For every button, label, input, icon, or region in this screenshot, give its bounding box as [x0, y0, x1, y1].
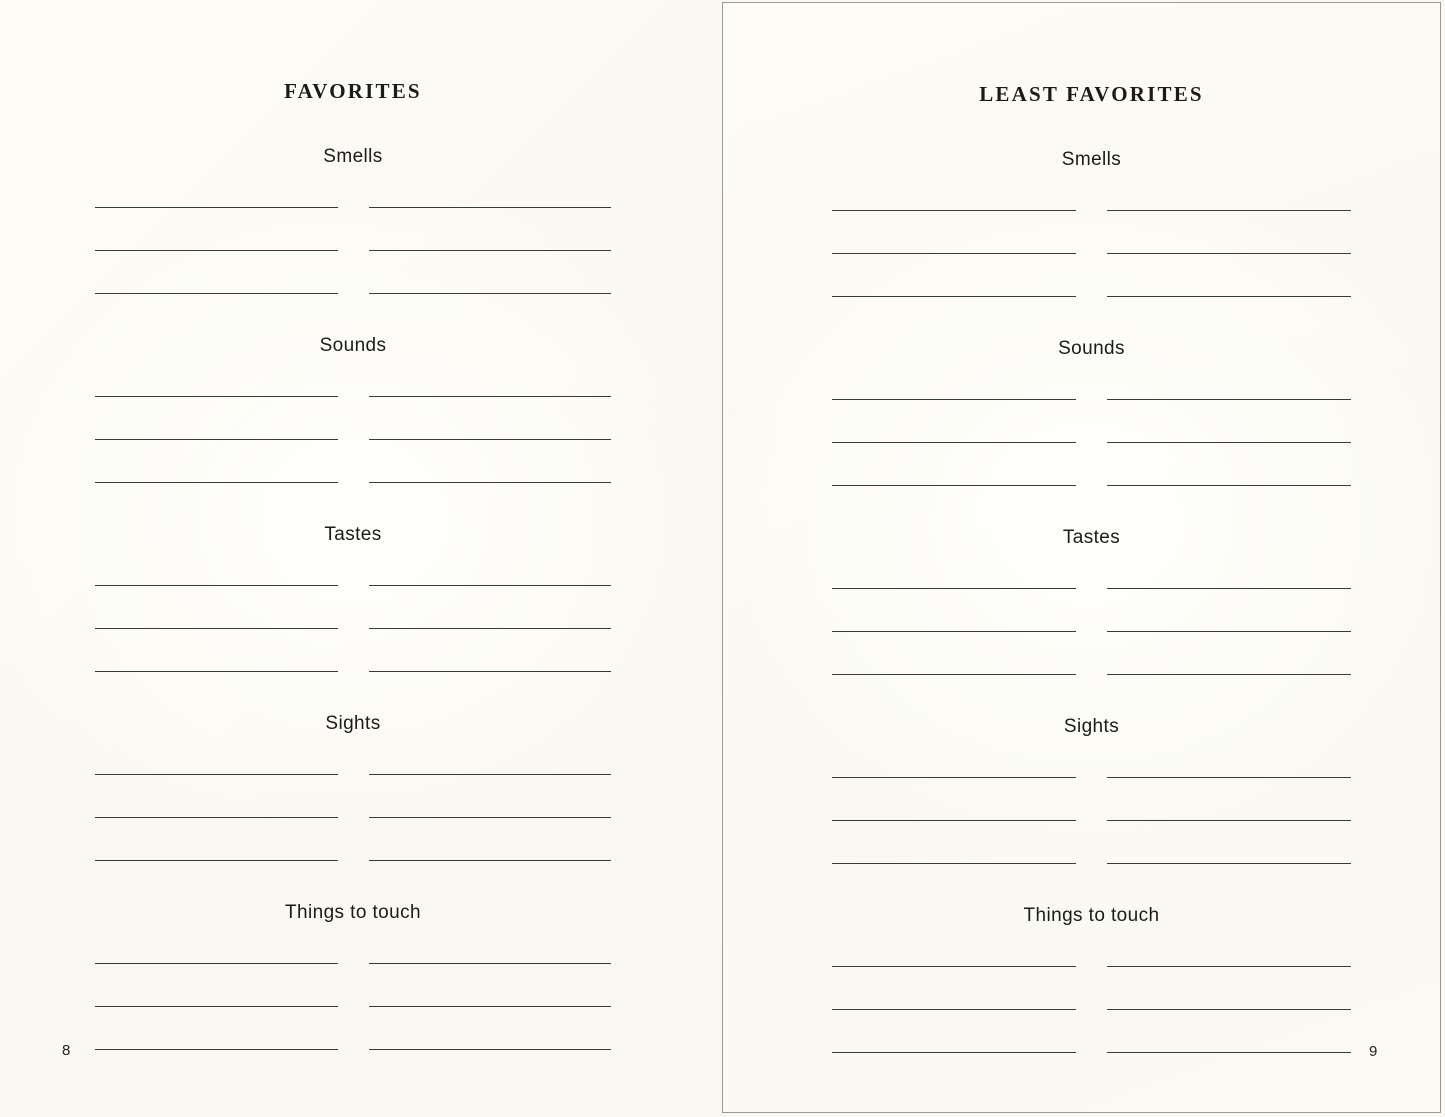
blank-line — [95, 629, 338, 672]
page-title: LEAST FAVORITES — [979, 82, 1204, 106]
blank-line — [95, 586, 338, 629]
page-least-favorites-content — [832, 3, 1351, 1112]
blank-line — [95, 818, 338, 861]
blank-lines — [95, 921, 611, 1050]
section-sights — [95, 714, 611, 861]
section-sights — [832, 717, 1351, 864]
blank-line — [832, 254, 1076, 297]
blank-line — [369, 732, 612, 775]
blank-line — [1107, 1010, 1351, 1053]
blank-line — [369, 818, 612, 861]
blank-line — [1107, 357, 1351, 400]
section-things-to-touch — [95, 903, 611, 1050]
blank-line — [1107, 443, 1351, 486]
blank-line — [1107, 967, 1351, 1010]
blank-lines — [832, 546, 1351, 675]
section-smells — [95, 147, 611, 294]
section-label: Sounds — [1058, 338, 1125, 359]
blank-line — [1107, 546, 1351, 589]
blank-line — [95, 1007, 338, 1050]
blank-line — [832, 735, 1076, 778]
blank-line — [369, 586, 612, 629]
blank-line — [95, 397, 338, 440]
blank-lines — [832, 735, 1351, 864]
blank-line — [369, 251, 612, 294]
section-label: Sounds — [319, 335, 387, 356]
blank-lines — [95, 543, 611, 672]
blank-line — [369, 397, 612, 440]
section-smells — [832, 150, 1351, 297]
blank-lines — [95, 732, 611, 861]
page-number: 8 — [62, 1042, 71, 1059]
section-sounds — [832, 339, 1351, 486]
blank-line — [1107, 821, 1351, 864]
blank-line — [832, 211, 1076, 254]
blank-line — [832, 1010, 1076, 1053]
blank-line — [369, 964, 612, 1007]
blank-line — [369, 165, 612, 208]
blank-line — [369, 1007, 612, 1050]
blank-lines — [832, 168, 1351, 297]
blank-line — [369, 543, 612, 586]
section-sounds — [95, 336, 611, 483]
blank-line — [832, 589, 1076, 632]
section-label: Smells — [323, 146, 383, 167]
blank-line — [832, 821, 1076, 864]
blank-line — [95, 440, 338, 483]
section-label: Things to touch — [1023, 905, 1160, 926]
blank-line — [832, 924, 1076, 967]
section-things-to-touch — [832, 906, 1351, 1053]
blank-line — [1107, 735, 1351, 778]
blank-line — [95, 732, 338, 775]
blank-line — [95, 921, 338, 964]
page-number: 9 — [1369, 1043, 1378, 1060]
blank-line — [95, 964, 338, 1007]
blank-line — [95, 208, 338, 251]
section-label: Tastes — [1062, 527, 1121, 548]
blank-lines — [832, 924, 1351, 1053]
blank-line — [832, 632, 1076, 675]
blank-lines — [832, 357, 1351, 486]
page-favorites — [0, 0, 722, 1117]
blank-line — [95, 354, 338, 397]
blank-line — [369, 208, 612, 251]
blank-line — [369, 629, 612, 672]
blank-line — [1107, 632, 1351, 675]
blank-line — [1107, 400, 1351, 443]
blank-line — [1107, 589, 1351, 632]
blank-line — [95, 251, 338, 294]
blank-line — [369, 354, 612, 397]
blank-line — [95, 775, 338, 818]
section-tastes — [95, 525, 611, 672]
blank-line — [832, 168, 1076, 211]
blank-line — [832, 400, 1076, 443]
page-title: FAVORITES — [284, 79, 422, 103]
blank-line — [832, 443, 1076, 486]
section-tastes — [832, 528, 1351, 675]
blank-line — [95, 543, 338, 586]
section-label: Tastes — [324, 524, 382, 545]
blank-line — [1107, 211, 1351, 254]
section-label: Sights — [325, 713, 381, 734]
blank-line — [369, 440, 612, 483]
blank-line — [1107, 924, 1351, 967]
blank-line — [832, 778, 1076, 821]
page-least-favorites — [722, 2, 1441, 1113]
blank-lines — [95, 354, 611, 483]
section-label: Sights — [1063, 716, 1120, 737]
blank-line — [832, 546, 1076, 589]
blank-line — [832, 357, 1076, 400]
page-favorites-content — [95, 0, 611, 1117]
blank-line — [1107, 778, 1351, 821]
blank-line — [1107, 254, 1351, 297]
blank-line — [95, 165, 338, 208]
blank-line — [369, 921, 612, 964]
section-label: Smells — [1061, 149, 1122, 170]
blank-line — [1107, 168, 1351, 211]
blank-line — [369, 775, 612, 818]
section-label: Things to touch — [285, 902, 421, 923]
blank-lines — [95, 165, 611, 294]
blank-line — [832, 967, 1076, 1010]
